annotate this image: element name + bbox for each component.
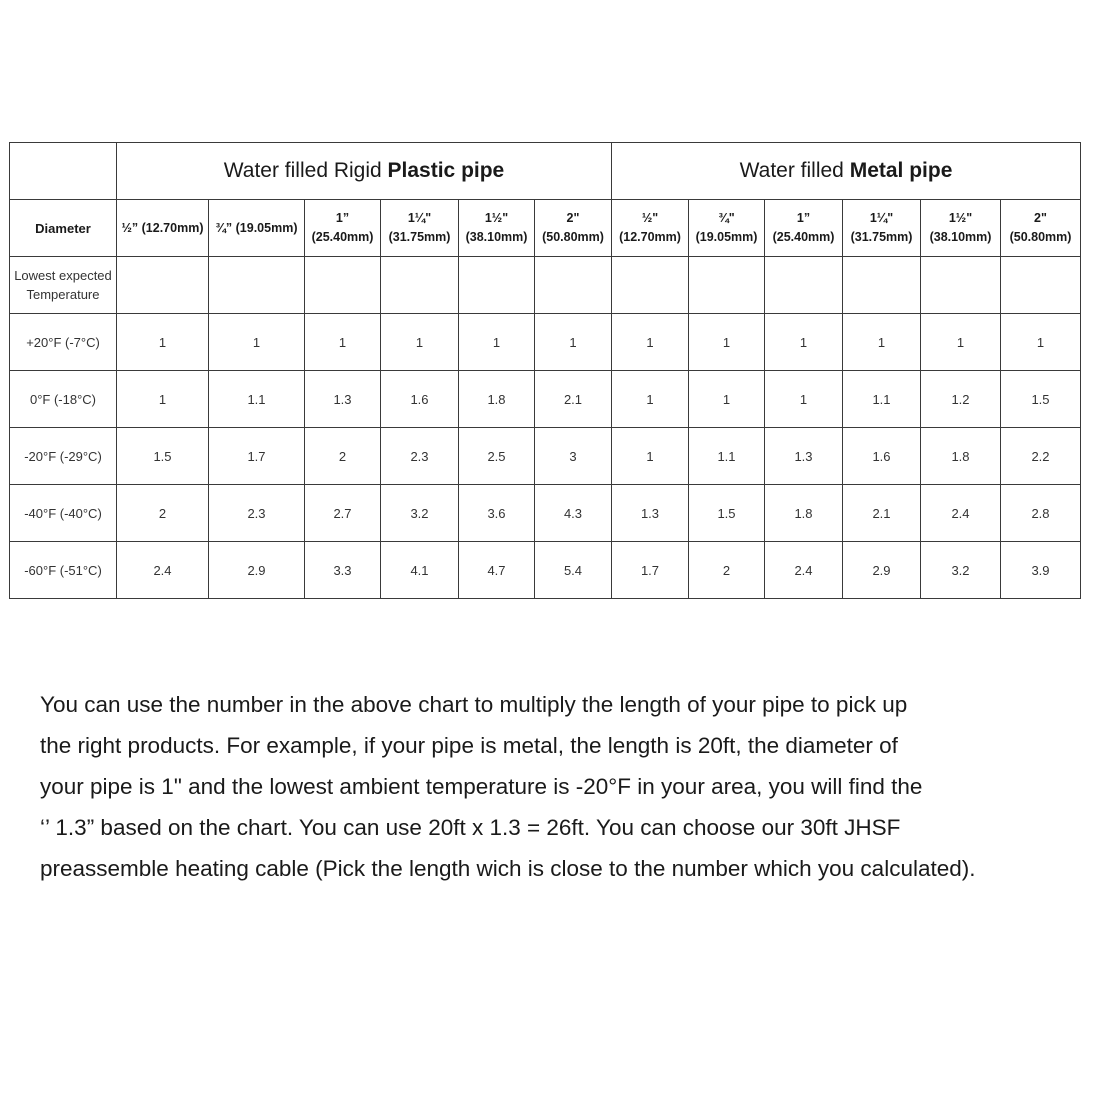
- multiplier-cell: 1.7: [209, 428, 305, 485]
- multiplier-cell: 3.2: [921, 542, 1001, 599]
- multiplier-cell: 4.7: [459, 542, 535, 599]
- metal-size-4: 1½" (38.10mm): [921, 200, 1001, 257]
- empty-cell: [612, 257, 689, 314]
- note-line: ‘’ 1.3” based on the chart. You can use 20ft x 1.3 = 26ft. You can choose our 30ft JHSF: [40, 815, 901, 840]
- multiplier-cell: 1: [612, 314, 689, 371]
- multiplier-cell: 1: [689, 371, 765, 428]
- multiplier-cell: 2: [689, 542, 765, 599]
- metal-size-0: ½" (12.70mm): [612, 200, 689, 257]
- multiplier-cell: 1: [381, 314, 459, 371]
- multiplier-cell: 2.8: [1001, 485, 1081, 542]
- temperature-cell: 0°F (-18°C): [10, 371, 117, 428]
- note-line: your pipe is 1" and the lowest ambient temperature is -20°F in your area, you will find the: [40, 774, 923, 799]
- diameter-row: [10, 200, 1081, 257]
- usage-note: [40, 684, 1100, 889]
- multiplier-cell: 1.6: [843, 428, 921, 485]
- empty-cell: [305, 257, 381, 314]
- multiplier-cell: 1: [765, 314, 843, 371]
- multiplier-cell: 1.8: [921, 428, 1001, 485]
- multiplier-cell: 1: [305, 314, 381, 371]
- empty-cell: [843, 257, 921, 314]
- multiplier-cell: 2: [117, 485, 209, 542]
- multiplier-cell: 1.2: [921, 371, 1001, 428]
- empty-cell: [459, 257, 535, 314]
- multiplier-cell: 4.3: [535, 485, 612, 542]
- empty-cell: [381, 257, 459, 314]
- multiplier-cell: 2.2: [1001, 428, 1081, 485]
- plastic-size-2: 1” (25.40mm): [305, 200, 381, 257]
- empty-cell: [689, 257, 765, 314]
- multiplier-cell: 2.1: [535, 371, 612, 428]
- table-row: [10, 371, 1081, 428]
- corner-cell: [10, 143, 117, 200]
- multiplier-cell: 1.6: [381, 371, 459, 428]
- multiplier-cell: 1.8: [765, 485, 843, 542]
- multiplier-cell: 3.6: [459, 485, 535, 542]
- multiplier-cell: 1.8: [459, 371, 535, 428]
- multiplier-cell: 1.1: [689, 428, 765, 485]
- metal-pipe-header: Water filled Metal pipe: [612, 143, 1081, 200]
- multiplier-cell: 2.3: [381, 428, 459, 485]
- multiplier-cell: 2.9: [209, 542, 305, 599]
- multiplier-cell: 1: [765, 371, 843, 428]
- multiplier-cell: 1.3: [765, 428, 843, 485]
- note-line: the right products. For example, if your pipe is metal, the length is 20ft, the diameter of: [40, 733, 898, 758]
- multiplier-cell: 3: [535, 428, 612, 485]
- lowest-temperature-label: Lowest expected Temperature: [10, 257, 117, 314]
- multiplier-cell: 2.7: [305, 485, 381, 542]
- metal-size-3: 1¼" (31.75mm): [843, 200, 921, 257]
- multiplier-cell: 2.4: [765, 542, 843, 599]
- empty-cell: [535, 257, 612, 314]
- data-rows: [10, 314, 1081, 599]
- multiplier-cell: 1.1: [843, 371, 921, 428]
- multiplier-cell: 1: [209, 314, 305, 371]
- multiplier-cell: 1: [535, 314, 612, 371]
- metal-size-2: 1” (25.40mm): [765, 200, 843, 257]
- note-line: You can use the number in the above chart to multiply the length of your pipe to pick up: [40, 692, 908, 717]
- multiplier-cell: 1: [921, 314, 1001, 371]
- table-row: [10, 542, 1081, 599]
- empty-cell: [1001, 257, 1081, 314]
- temperature-cell: -20°F (-29°C): [10, 428, 117, 485]
- multiplier-cell: 1.5: [117, 428, 209, 485]
- table-row: [10, 428, 1081, 485]
- multiplier-cell: 1.3: [305, 371, 381, 428]
- multiplier-cell: 1.5: [689, 485, 765, 542]
- multiplier-cell: 1.5: [1001, 371, 1081, 428]
- multiplier-cell: 2: [305, 428, 381, 485]
- temperature-cell: -60°F (-51°C): [10, 542, 117, 599]
- plastic-size-4: 1½" (38.10mm): [459, 200, 535, 257]
- multiplier-cell: 1: [689, 314, 765, 371]
- multiplier-cell: 1: [117, 314, 209, 371]
- multiplier-cell: 2.5: [459, 428, 535, 485]
- metal-size-5: 2" (50.80mm): [1001, 200, 1081, 257]
- group-header-row: [10, 143, 1081, 200]
- multiplier-cell: 1.1: [209, 371, 305, 428]
- multiplier-cell: 1: [843, 314, 921, 371]
- note-line: preassemble heating cable (Pick the length wich is close to the number which you calculated).: [40, 856, 976, 881]
- multiplier-cell: 3.3: [305, 542, 381, 599]
- multiplier-cell: 3.2: [381, 485, 459, 542]
- multiplier-cell: 1: [117, 371, 209, 428]
- multiplier-cell: 1: [459, 314, 535, 371]
- multiplier-cell: 1.7: [612, 542, 689, 599]
- plastic-size-5: 2" (50.80mm): [535, 200, 612, 257]
- multiplier-cell: 1: [1001, 314, 1081, 371]
- plastic-size-0: ½” (12.70mm): [117, 200, 209, 257]
- table-row: [10, 314, 1081, 371]
- multiplier-cell: 2.3: [209, 485, 305, 542]
- multiplier-cell: 3.9: [1001, 542, 1081, 599]
- empty-cell: [765, 257, 843, 314]
- multiplier-cell: 2.9: [843, 542, 921, 599]
- plastic-pipe-header: Water filled Rigid Plastic pipe: [117, 143, 612, 200]
- multiplier-cell: 5.4: [535, 542, 612, 599]
- metal-size-1: ¾" (19.05mm): [689, 200, 765, 257]
- empty-cell: [209, 257, 305, 314]
- multiplier-cell: 4.1: [381, 542, 459, 599]
- multiplier-cell: 2.4: [921, 485, 1001, 542]
- lowest-temperature-row: [10, 257, 1081, 314]
- multiplier-cell: 1: [612, 428, 689, 485]
- table-row: [10, 485, 1081, 542]
- empty-cell: [117, 257, 209, 314]
- diameter-label: Diameter: [10, 200, 117, 257]
- plastic-size-3: 1¼" (31.75mm): [381, 200, 459, 257]
- empty-cell: [921, 257, 1001, 314]
- pipe-multiplier-table: [9, 142, 1081, 599]
- plastic-size-1: ¾” (19.05mm): [209, 200, 305, 257]
- multiplier-cell: 1.3: [612, 485, 689, 542]
- multiplier-cell: 2.1: [843, 485, 921, 542]
- temperature-cell: -40°F (-40°C): [10, 485, 117, 542]
- multiplier-cell: 1: [612, 371, 689, 428]
- multiplier-cell: 2.4: [117, 542, 209, 599]
- temperature-cell: +20°F (-7°C): [10, 314, 117, 371]
